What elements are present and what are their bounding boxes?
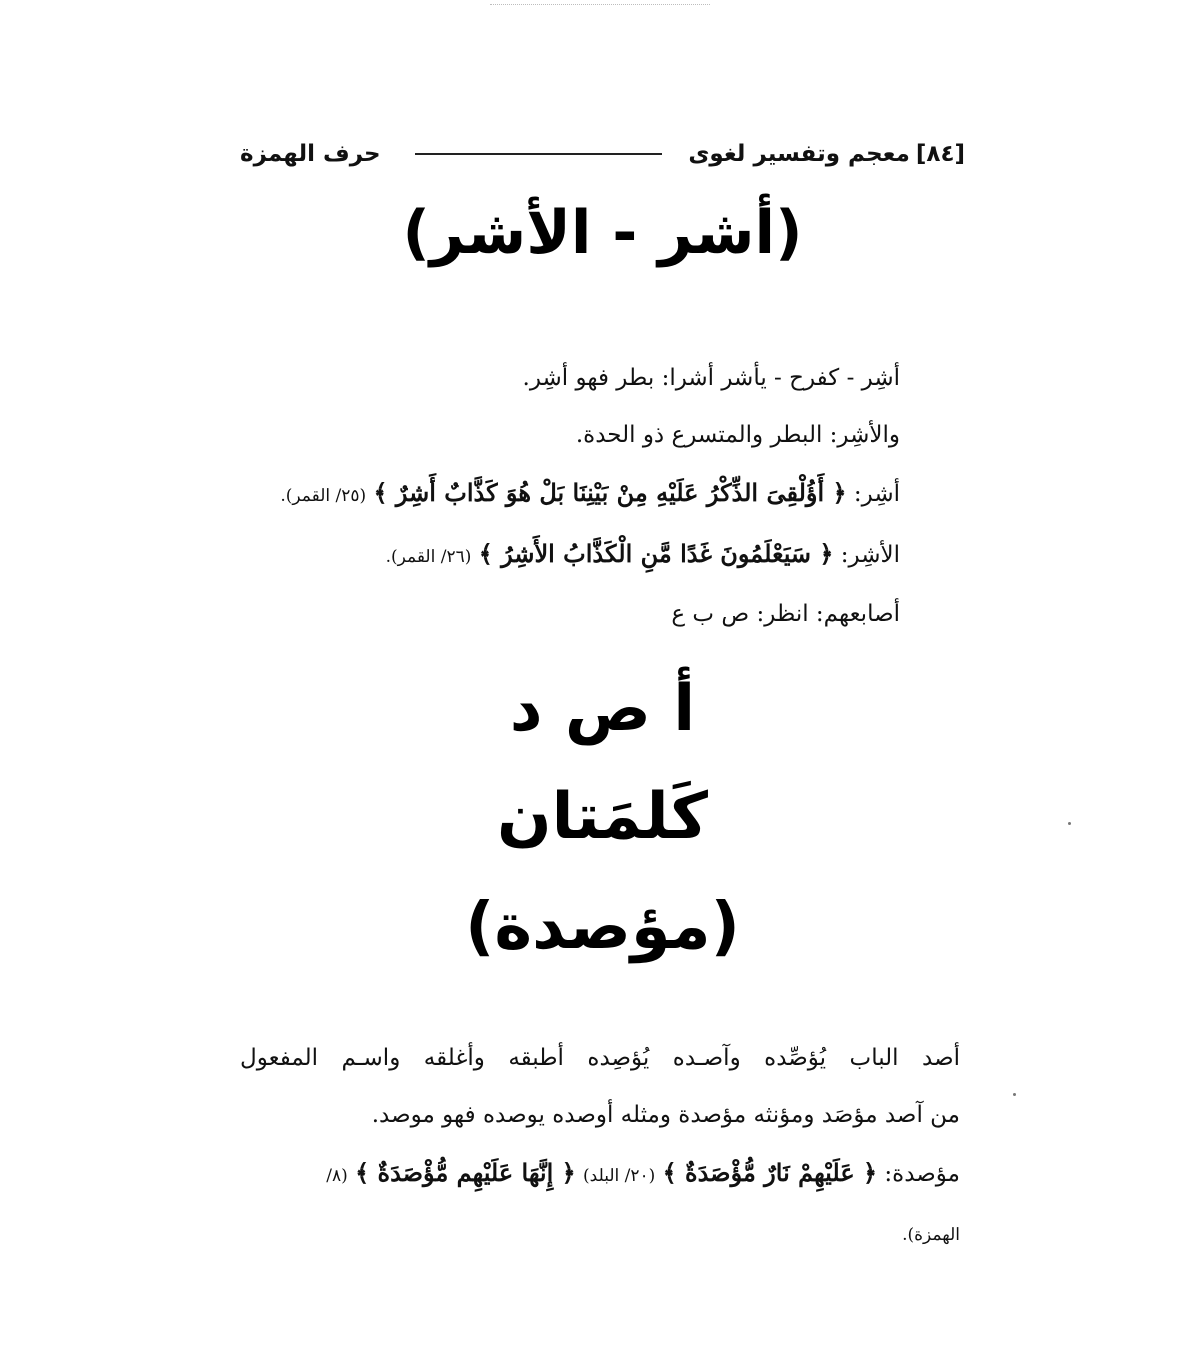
quran-verse: ﴿ أَؤُلْقِىَ الذِّكْرُ عَلَيْهِ مِنْ بَيْنِنَا بَلْ هُوَ كَذَّابٌ أَشِرٌ ﴾ [373,478,847,507]
citation-label: أشِر: [853,481,900,507]
root-heading: أ ص د [509,672,696,746]
quran-verse: ﴿ سَيَعْلَمُونَ غَدًا مَّنِ الْكَذَّابُ الأَشِرُ ﴾ [478,539,834,568]
page-number: [٨٤] [915,141,965,167]
entry-body [240,350,900,643]
word-heading: (مؤصدة) [465,890,740,964]
entry-title: (أشر - الأشر) [402,198,803,268]
definition-line: والأشِر: البطر والمتسرع ذو الحدة. [575,422,900,448]
running-header [240,134,965,174]
scan-speck [1068,822,1071,825]
quran-verse: ﴿ إِنَّهَا عَلَيْهِم مُّؤْصَدَةٌ ﴾ [355,1158,576,1187]
book-title: معجم وتفسير لغوى [688,141,910,167]
definition-line: أشِر - كفرح - يأشر أشرا: بطر فهو أشِر. [522,365,900,391]
quran-citation-line [240,525,900,586]
verse-reference: (٢٠/ البلد) [583,1166,656,1186]
verse-reference: (٢٥/ القمر). [280,486,367,506]
paragraph-line: من آصد مؤصَد ومؤنثه مؤصدة ومثله أوصده يوصده فهو موصد. [371,1102,960,1128]
paragraph-line: أصد الباب يُؤصِّده وآصـده يُؤصِده أطبقه وأغلقه واسـم المفعول [240,1045,960,1071]
scan-artifact [490,4,710,5]
section-title: حرف الهمزة [240,141,381,167]
quran-citation-line [240,464,900,525]
entry-paragraph [240,1030,960,1264]
scan-speck [1013,1093,1016,1096]
word-count-heading: كَلمَتان [496,780,709,854]
reference-continuation [240,1205,960,1264]
citation-label: مؤصدة: [884,1161,960,1187]
quran-citation-line [240,1144,960,1205]
verse-reference: (٨/ [326,1166,348,1186]
header-rule [415,153,663,155]
cross-reference-line: أصابعهم: انظر: ص ب ع [671,601,900,627]
verse-reference: الهمزة). [902,1225,960,1245]
quran-verse: ﴿ عَلَيْهِمْ نَارٌ مُّؤْصَدَةٌ ﴾ [662,1158,878,1187]
citation-label: الأشِر: [840,542,900,568]
header-book-info [688,141,965,167]
verse-reference: (٢٦/ القمر). [385,547,472,567]
